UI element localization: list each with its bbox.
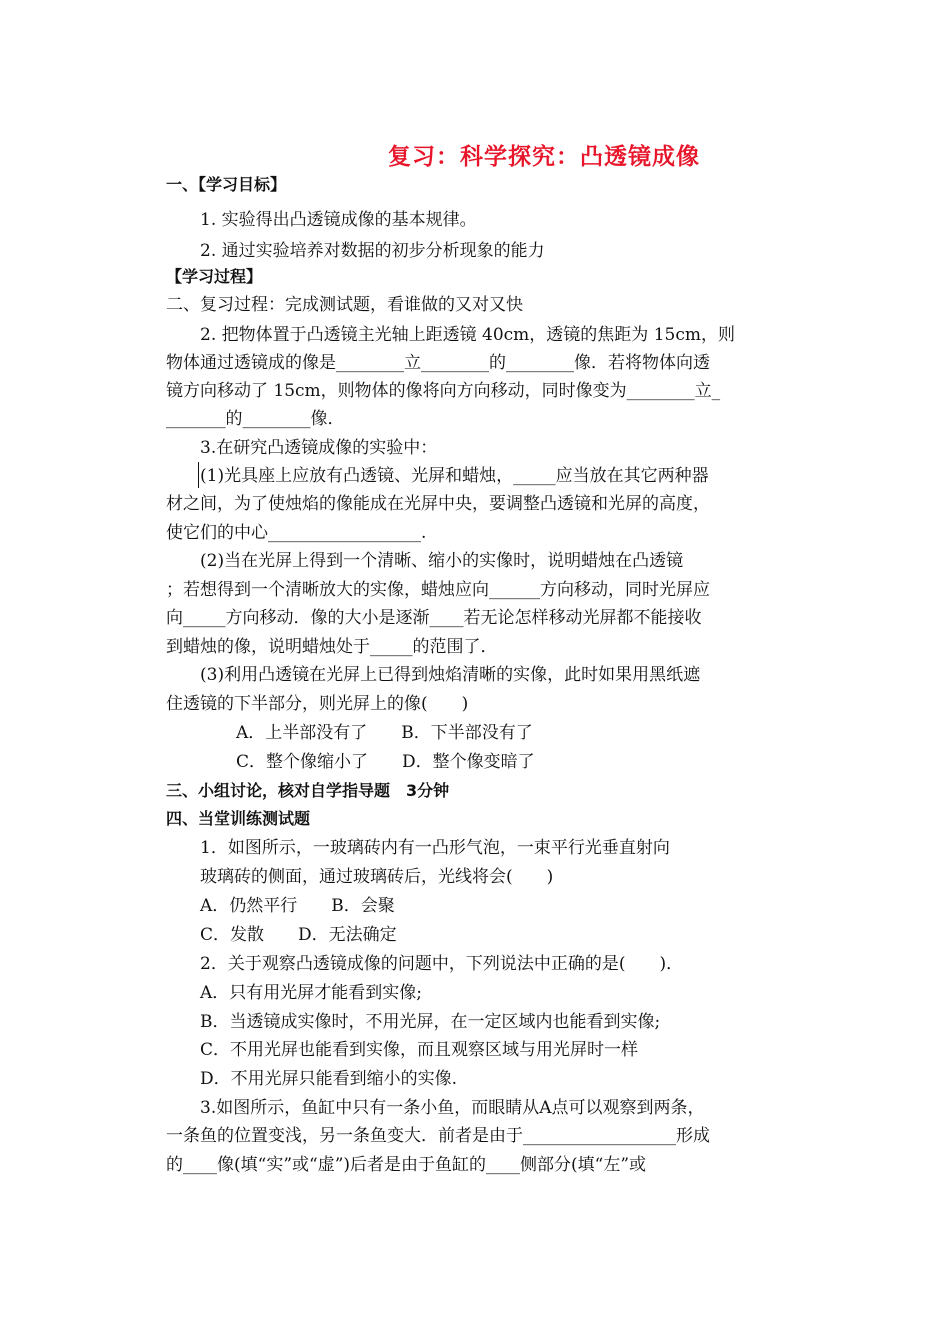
question-line: 向_____方向移动．像的大小是逐渐____若无论怎样移动光屏都不能接收: [166, 608, 702, 628]
question-line: 1．如图所示，一玻璃砖内有一凸形气泡，一束平行光垂直射向: [200, 838, 670, 858]
section-heading-discussion: 三、小组讨论，核对自学指导题 3分钟: [166, 781, 450, 800]
question-line: ；若想得到一个清晰放大的实像，蜡烛应向______方向移动，同时光屏应: [166, 580, 710, 600]
question-line: (3)利用凸透镜在光屏上已得到烛焰清晰的实像，此时如果用黑纸遮: [200, 665, 701, 685]
page-title: 复习：科学探究：凸透镜成像: [388, 144, 700, 170]
question-line: 到蜡烛的像，说明蜡烛处于_____的范围了．: [166, 637, 498, 657]
goal-item: 2. 通过实验培养对数据的初步分析现象的能力: [200, 241, 545, 261]
text-line: 二、复习过程：完成测试题，看谁做的又对又快: [166, 295, 523, 315]
question-line: (1)光具座上应放有凸透镜、光屏和蜡烛，_____应当放在其它两种器: [200, 466, 709, 486]
question-line: 的____像(填“实”或“虚”)后者是由于鱼缸的____侧部分(填“左”或: [166, 1155, 647, 1175]
question-line: 玻璃砖的侧面，通过玻璃砖后，光线将会( ): [200, 867, 554, 887]
option-line: A．仍然平行 B．会聚: [200, 896, 395, 916]
section-heading-goals: 一、【学习目标】: [166, 175, 287, 194]
option-line: A．上半部没有了 B．下半部没有了: [236, 723, 533, 743]
question-line: 一条鱼的位置变浅，另一条鱼变大．前者是由于__________________形成: [166, 1126, 710, 1146]
question-line: _______的________像．: [166, 409, 345, 429]
question-line: 2．关于观察凸透镜成像的问题中，下列说法中正确的是( )．: [200, 954, 684, 974]
question-line: 使它们的中心__________________.: [166, 523, 427, 543]
goal-item: 1. 实验得出凸透镜成像的基本规律。: [200, 210, 477, 230]
option-line: A．只有用光屏才能看到实像;: [200, 983, 423, 1003]
question-line: 镜方向移动了 15cm，则物体的像将向方向移动，同时像变为________立_: [166, 381, 721, 401]
question-line: 3.在研究凸透镜成像的实验中：: [200, 438, 438, 458]
option-line: B．当透镜成实像时，不用光屏，在一定区域内也能看到实像;: [200, 1012, 661, 1032]
option-line: C．不用光屏也能看到实像，而且观察区域与用光屏时一样: [200, 1040, 639, 1060]
option-line: C．发散 D．无法确定: [200, 925, 397, 945]
question-line: 住透镜的下半部分，则光屏上的像( ): [166, 694, 469, 714]
question-line: (2)当在光屏上得到一个清晰、缩小的实像时，说明蜡烛在凸透镜: [200, 551, 684, 571]
section-heading-process: 【学习过程】: [166, 267, 263, 286]
text-cursor: [198, 462, 199, 488]
question-line: 2. 把物体置于凸透镜主光轴上距透镜 40cm，透镜的焦距为 15cm，则: [200, 325, 735, 345]
question-line: 物体通过透镜成的像是________立________的________像．若将物体向透: [166, 353, 710, 373]
option-line: D．不用光屏只能看到缩小的实像.: [200, 1069, 458, 1089]
option-line: C．整个像缩小了 D．整个像变暗了: [236, 752, 535, 772]
question-line: 材之间，为了使烛焰的像能成在光屏中央，要调整凸透镜和光屏的高度，: [166, 494, 710, 514]
question-line: 3.如图所示，鱼缸中只有一条小鱼，而眼睛从A点可以观察到两条，: [200, 1098, 705, 1118]
section-heading-practice: 四、当堂训练测试题: [166, 809, 311, 828]
